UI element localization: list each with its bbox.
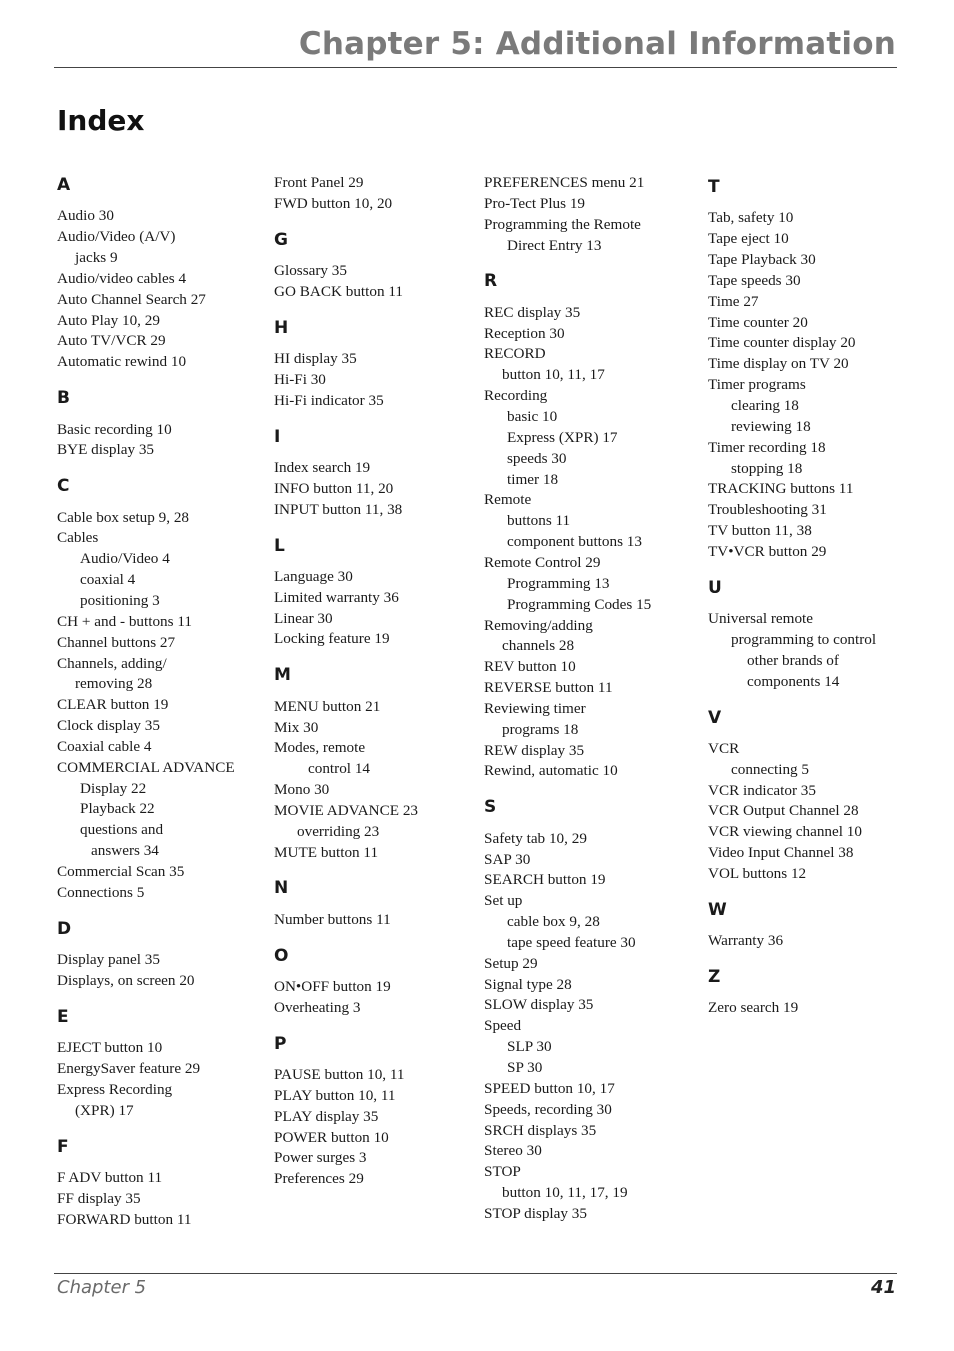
index-entry: Channel buttons 27 xyxy=(57,633,176,651)
index-entry: MOVIE ADVANCE 23 xyxy=(274,801,419,819)
index-entry: Remote xyxy=(484,491,532,509)
index-entry: Tape Playback 30 xyxy=(708,251,816,269)
index-subentry: Audio/Video 4 xyxy=(80,550,170,568)
index-entry: VCR Output Channel 28 xyxy=(708,802,859,820)
index-entry: INPUT button 11, 38 xyxy=(274,500,403,518)
index-subentry: Playback 22 xyxy=(80,800,155,818)
index-subentry: cable box 9, 28 xyxy=(507,913,600,931)
index-entry: COMMERCIAL ADVANCE xyxy=(57,758,235,776)
index-entry: INFO button 11, 20 xyxy=(274,479,394,497)
index-entry: Setup 29 xyxy=(484,954,538,972)
index-entry: Overheating 3 xyxy=(274,998,361,1016)
index-subentry: speeds 30 xyxy=(507,449,567,467)
index-entry: PREFERENCES menu 21 xyxy=(484,174,645,191)
index-subentry: button 10, 11, 17 xyxy=(502,366,605,384)
index-entry: ON•OFF button 19 xyxy=(274,978,391,995)
index-entry: Glossary 35 xyxy=(274,262,347,280)
index-subentry: answers 34 xyxy=(91,842,159,860)
index-entry: Time counter 20 xyxy=(708,313,808,331)
index-entry: Programming the Remote xyxy=(484,215,641,233)
index-letter-heading: O xyxy=(274,945,289,966)
index-subentry: Direct Entry 13 xyxy=(507,236,602,254)
index-entry: PLAY button 10, 11 xyxy=(274,1086,396,1104)
index-letter-heading: Z xyxy=(708,967,721,988)
index-entry: VCR indicator 35 xyxy=(708,781,816,799)
index-entry: Signal type 28 xyxy=(484,975,572,993)
index-entry: BYE display 35 xyxy=(57,441,155,459)
index-entry: Universal remote xyxy=(708,610,814,628)
footer-chapter-label: Chapter 5 xyxy=(57,1277,147,1298)
index-entry: Clock display 35 xyxy=(57,717,160,735)
index-letter-heading: F xyxy=(57,1136,69,1157)
index-entry: MUTE button 11 xyxy=(274,843,379,861)
index-subentry: SP 30 xyxy=(507,1059,543,1076)
index-entry: Mix 30 xyxy=(274,718,319,736)
index-entry: TRACKING buttons 11 xyxy=(708,480,854,498)
page-title: Index xyxy=(57,104,145,137)
index-entry: Warranty 36 xyxy=(708,932,784,950)
index-entry: HI display 35 xyxy=(274,350,357,368)
index-entry: Displays, on screen 20 xyxy=(57,971,195,989)
index-entry: Tape speeds 30 xyxy=(708,271,801,289)
index-entry: Express Recording xyxy=(57,1080,173,1098)
index-entry: FWD button 10, 20 xyxy=(274,194,393,212)
index-letter-heading: V xyxy=(708,707,722,728)
index-subentry: Display 22 xyxy=(80,779,147,797)
page-number: 41 xyxy=(870,1277,896,1298)
index-entry: VCR viewing channel 10 xyxy=(708,823,862,841)
index-entry: Pro-Tect Plus 19 xyxy=(484,194,586,212)
index-entry: Cables xyxy=(57,529,99,547)
index-subentry: overriding 23 xyxy=(297,822,380,840)
index-entry: Language 30 xyxy=(274,567,353,585)
index-entry: Audio/video cables 4 xyxy=(57,269,187,287)
index-entry: Speed xyxy=(484,1017,522,1035)
index-entry: CLEAR button 19 xyxy=(57,696,169,714)
index-letter-heading: M xyxy=(274,665,291,686)
index-entry: CH + and - buttons 11 xyxy=(57,612,192,630)
index-entry: F ADV button 11 xyxy=(57,1168,163,1186)
index-entry: Recording xyxy=(484,387,548,405)
index-entry: Display panel 35 xyxy=(57,951,160,969)
index-subentry: other brands of xyxy=(747,651,839,669)
index-entry: REC display 35 xyxy=(484,303,581,321)
index-entry: REW display 35 xyxy=(484,741,585,759)
index-entry: Index search 19 xyxy=(274,459,371,476)
index-subentry: coaxial 4 xyxy=(80,571,136,589)
index-entry: Safety tab 10, 29 xyxy=(484,829,587,847)
index-subentry: component buttons 13 xyxy=(507,533,642,551)
index-letter-heading: R xyxy=(484,271,498,292)
index-entry: Timer programs xyxy=(708,376,806,394)
index-entry: Tape eject 10 xyxy=(708,230,789,248)
index-entry: GO BACK button 11 xyxy=(274,282,403,300)
index-letter-heading: H xyxy=(274,317,289,338)
index-letter-heading: I xyxy=(274,426,281,447)
index-entry: Front Panel 29 xyxy=(274,174,364,191)
index-subentry: timer 18 xyxy=(507,470,559,488)
index-subentry: components 14 xyxy=(747,672,840,690)
index-entry: SAP 30 xyxy=(484,850,531,868)
index-subentry: tape speed feature 30 xyxy=(507,933,636,951)
index-entry: Stereo 30 xyxy=(484,1142,542,1160)
index-letter-heading: C xyxy=(57,476,70,497)
index-entry: Audio/Video (A/V) xyxy=(57,228,176,246)
index-entry: PAUSE button 10, 11 xyxy=(274,1066,405,1084)
index-entry: Zero search 19 xyxy=(708,999,799,1017)
index-subentry: questions and xyxy=(80,821,164,839)
index-entry: REVERSE button 11 xyxy=(484,679,613,697)
index-letter-heading: A xyxy=(57,175,71,195)
index-letter-heading: B xyxy=(57,388,70,409)
index-entry: TV button 11, 38 xyxy=(708,522,812,540)
footer-rule xyxy=(54,1273,897,1274)
index-subentry: buttons 11 xyxy=(507,512,571,530)
index-entry: TV•VCR button 29 xyxy=(708,542,827,560)
index-subentry: Express (XPR) 17 xyxy=(507,428,618,446)
index-letter-heading: G xyxy=(274,229,288,250)
index-entry: Automatic rewind 10 xyxy=(57,353,187,371)
index-entry: EJECT button 10 xyxy=(57,1039,163,1057)
index-subentry: basic 10 xyxy=(507,408,558,425)
index-entry: Reviewing timer xyxy=(484,699,586,717)
index-entry: Connections 5 xyxy=(57,883,145,901)
index-letter-heading: P xyxy=(274,1033,287,1054)
index-entry: Audio 30 xyxy=(57,207,114,225)
index-letter-heading: E xyxy=(57,1006,69,1027)
index-subentry: reviewing 18 xyxy=(731,417,811,435)
index-entry: FORWARD button 11 xyxy=(57,1210,192,1228)
index-entry: REV button 10 xyxy=(484,658,576,676)
index-entry: STOP xyxy=(484,1163,521,1181)
index-entry: Limited warranty 36 xyxy=(274,588,399,606)
index-entry: Cable box setup 9, 28 xyxy=(57,508,190,526)
index-subentry: connecting 5 xyxy=(731,760,810,778)
index-subentry: positioning 3 xyxy=(80,591,160,609)
index-entry: SLOW display 35 xyxy=(484,996,594,1014)
index-entry: Auto TV/VCR 29 xyxy=(57,332,166,350)
chapter-header: Chapter 5: Additional Information xyxy=(298,26,896,62)
index-subentry: Programming 13 xyxy=(507,574,610,592)
index-entry: Video Input Channel 38 xyxy=(708,844,854,862)
index-subentry: button 10, 11, 17, 19 xyxy=(502,1184,628,1202)
index-entry: Auto Channel Search 27 xyxy=(57,290,206,308)
index-entry: Time counter display 20 xyxy=(708,334,856,352)
index-entry: Reception 30 xyxy=(484,324,565,342)
index-subentry: programs 18 xyxy=(502,720,579,738)
index-entry: Remote Control 29 xyxy=(484,553,601,571)
index-entry: PLAY display 35 xyxy=(274,1107,379,1125)
index-entry: Preferences 29 xyxy=(274,1170,364,1188)
index-entry: Timer recording 18 xyxy=(708,438,826,456)
index-subentry: jacks 9 xyxy=(75,249,118,267)
index-entry: Locking feature 19 xyxy=(274,630,390,648)
index-entry: Auto Play 10, 29 xyxy=(57,311,160,329)
index-entry: Removing/adding xyxy=(484,616,593,634)
index-entry: Channels, adding/ xyxy=(57,654,167,672)
index-letter-heading: T xyxy=(708,177,720,197)
index-entry: MENU button 21 xyxy=(274,697,381,715)
index-entry: POWER button 10 xyxy=(274,1128,389,1146)
index-subentry: clearing 18 xyxy=(731,397,799,414)
index-entry: Speeds, recording 30 xyxy=(484,1100,612,1118)
index-letter-heading: S xyxy=(484,797,497,818)
index-entry: SPEED button 10, 17 xyxy=(484,1079,615,1097)
index-entry: STOP display 35 xyxy=(484,1204,587,1222)
index-entry: Modes, remote xyxy=(274,739,366,757)
index-subentry: stopping 18 xyxy=(731,459,803,477)
index-entry: Coaxial cable 4 xyxy=(57,737,152,755)
index-entry: RECORD xyxy=(484,345,546,363)
index-entry: Time 27 xyxy=(708,292,759,310)
index-entry: Hi-Fi indicator 35 xyxy=(274,391,384,409)
index-entry: Tab, safety 10 xyxy=(708,209,794,227)
index-letter-heading: W xyxy=(708,899,727,920)
index-entry: VOL buttons 12 xyxy=(708,865,807,882)
index-letter-heading: N xyxy=(274,878,289,899)
index-letter-heading: L xyxy=(274,535,285,556)
index-subentry: (XPR) 17 xyxy=(75,1101,134,1119)
index-entry: Hi-Fi 30 xyxy=(274,370,326,388)
index-entry: EnergySaver feature 29 xyxy=(57,1059,201,1077)
index-entry: Time display on TV 20 xyxy=(708,355,849,373)
index-entry: Set up xyxy=(484,892,523,910)
index-subentry: control 14 xyxy=(308,760,371,778)
index-letter-heading: U xyxy=(708,577,722,598)
index-entry: Commercial Scan 35 xyxy=(57,863,185,880)
index-entry: SEARCH button 19 xyxy=(484,871,606,889)
index-entry: Rewind, automatic 10 xyxy=(484,762,618,780)
index-entry: Power surges 3 xyxy=(274,1149,367,1167)
index-entry: VCR xyxy=(708,739,740,757)
index-entry: Basic recording 10 xyxy=(57,420,172,438)
index-subentry: SLP 30 xyxy=(507,1038,552,1056)
header-rule xyxy=(54,67,897,68)
index-entry: SRCH displays 35 xyxy=(484,1121,597,1139)
index-entry: Troubleshooting 31 xyxy=(708,501,827,519)
index-subentry: Programming Codes 15 xyxy=(507,595,652,613)
index-subentry: removing 28 xyxy=(75,675,153,693)
index-entry: Mono 30 xyxy=(274,781,330,799)
index-entry: FF display 35 xyxy=(57,1189,141,1207)
index-entry: Number buttons 11 xyxy=(274,910,391,928)
index-entry: Linear 30 xyxy=(274,609,333,627)
index-letter-heading: D xyxy=(57,918,72,939)
index-subentry: programming to control xyxy=(731,631,877,648)
index-subentry: channels 28 xyxy=(502,637,575,655)
